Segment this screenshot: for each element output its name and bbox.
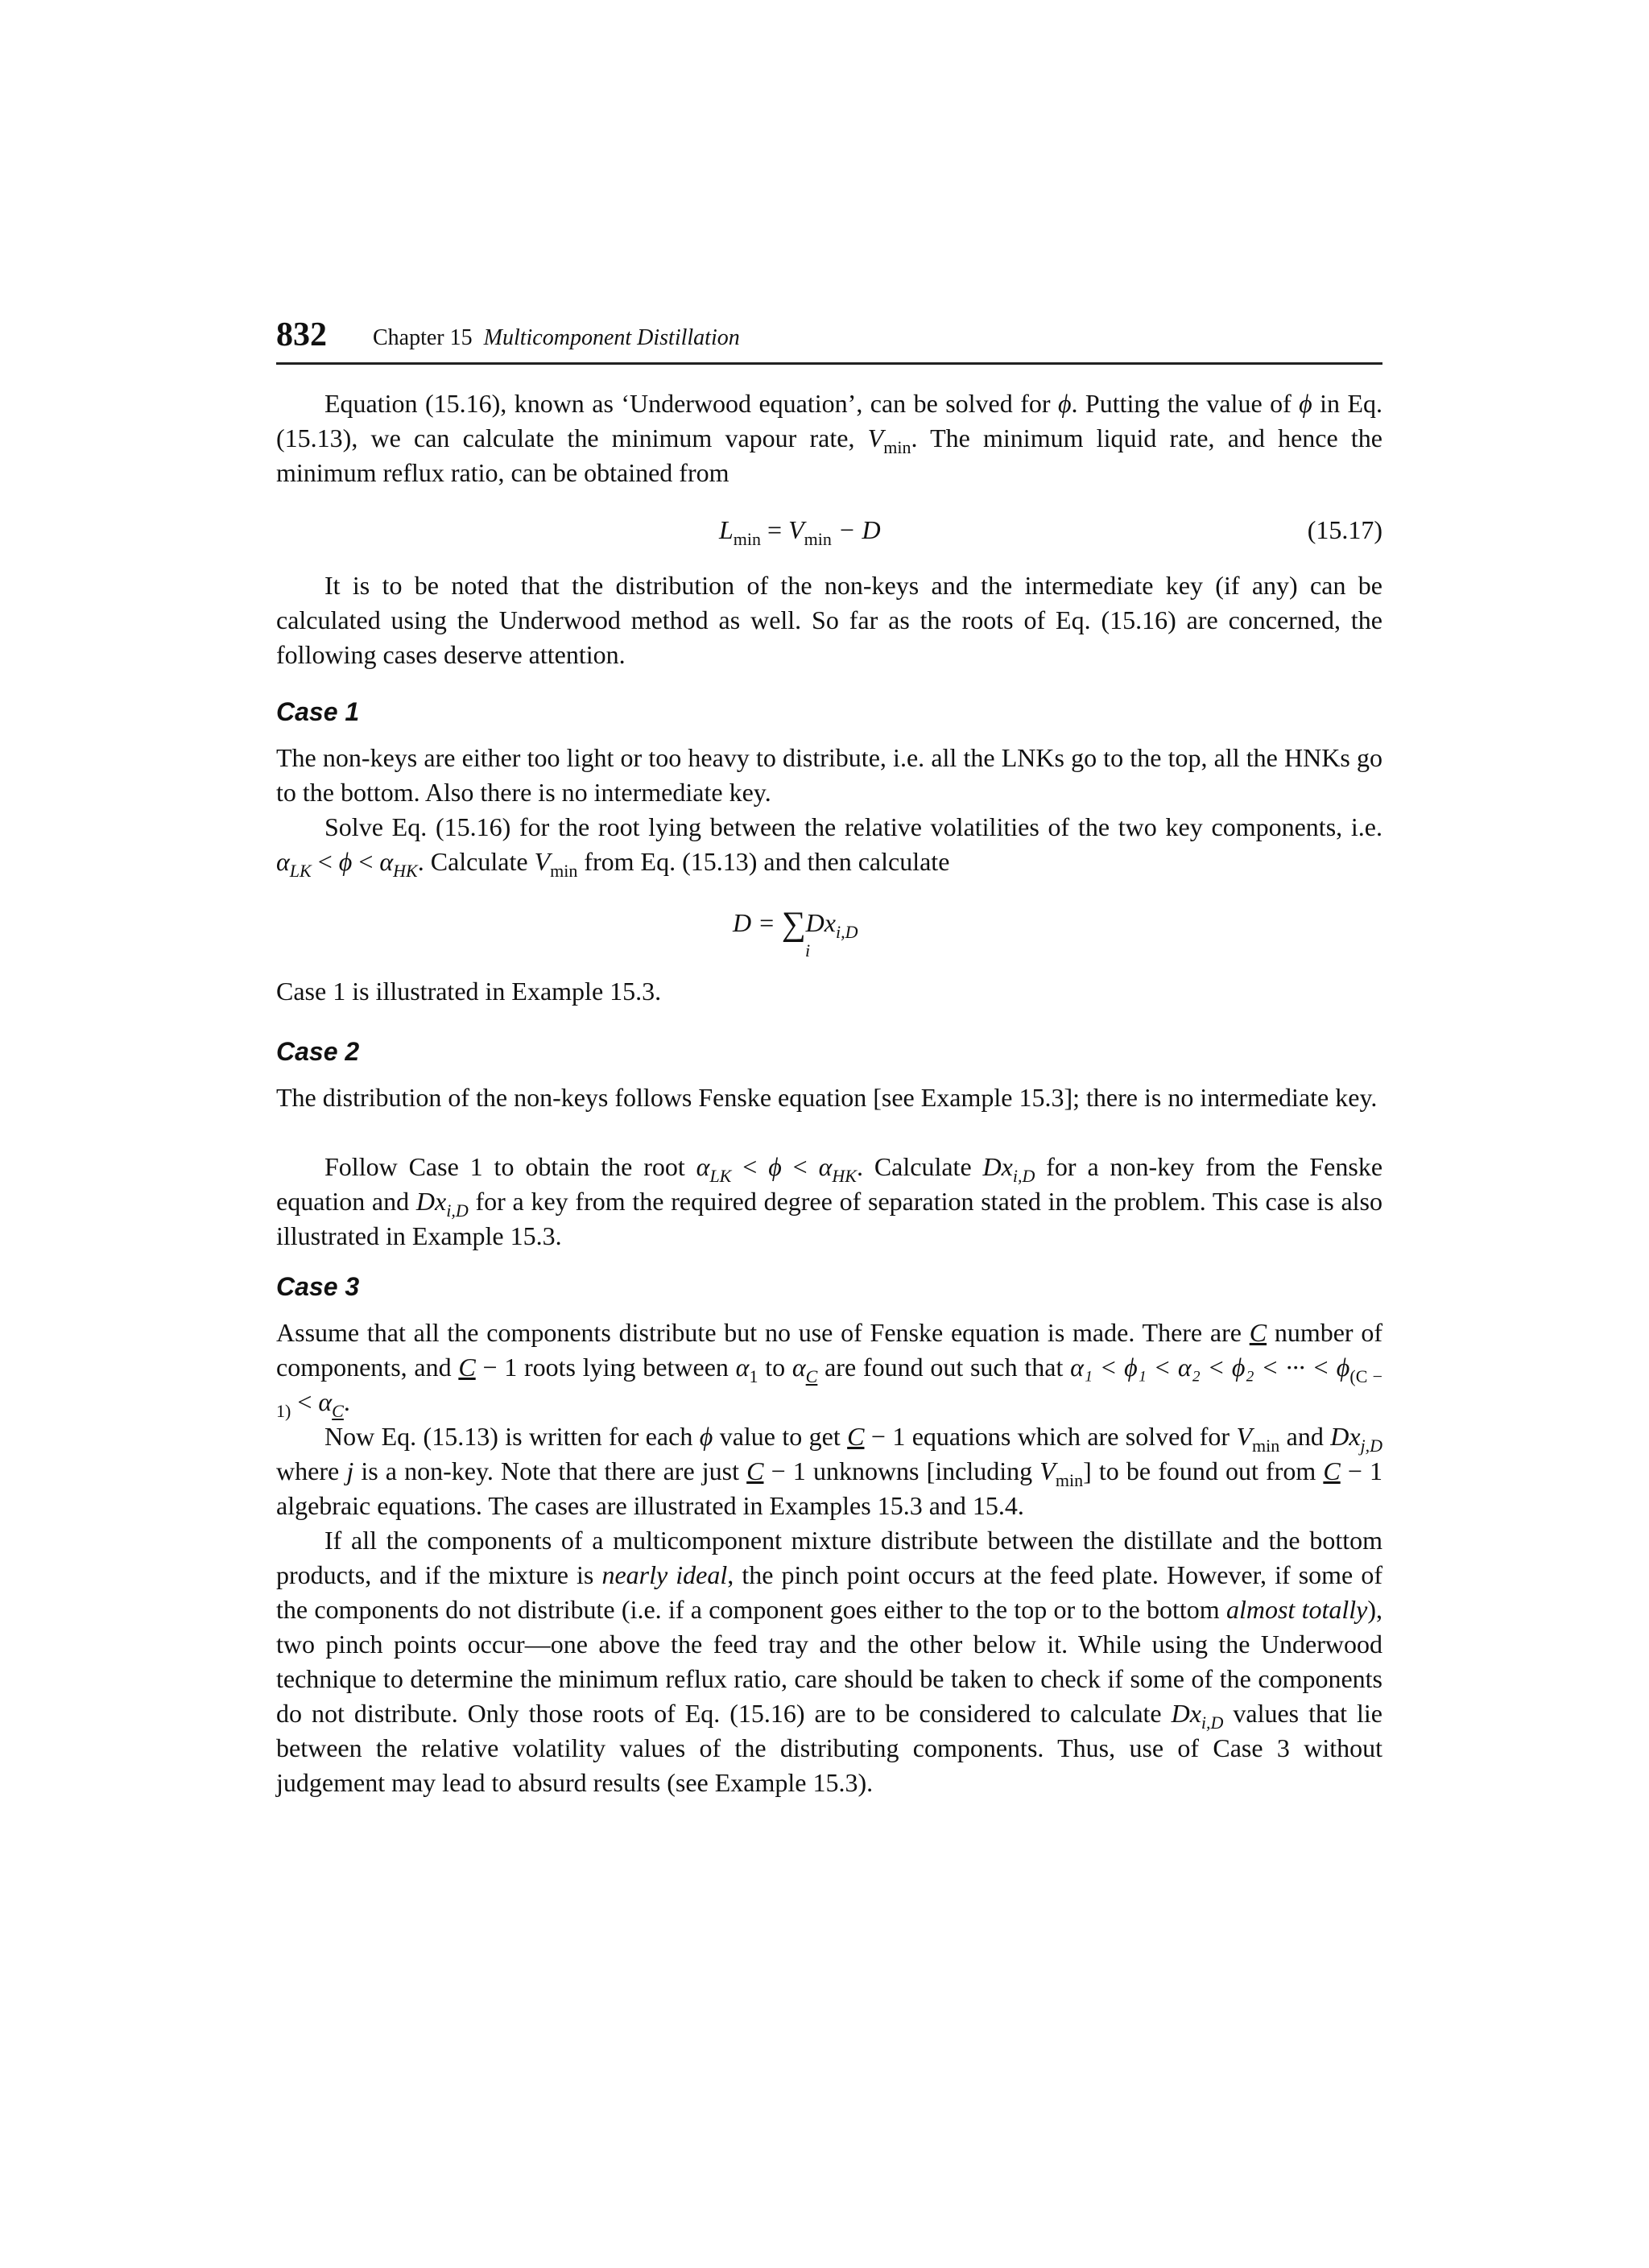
case-3-heading: Case 3 [276, 1272, 360, 1301]
sum-index: i [805, 940, 811, 960]
case-1-paragraph-1: The non-keys are either too light or too heavy to distribute, i.e. all the LNKs go to the top, all the HNKs go to the bottom. Also there is no intermediate key. [276, 743, 1382, 807]
page-number: 832 [276, 316, 327, 353]
sum-equation: $D = \sum Dx_{i,D}$ i [733, 906, 858, 960]
case-3-paragraph-2: Now Eq. (15.13) is written for each ϕ value to get C − 1 equations which are solved for $V_{min}$ and $Dx_{j,D}$ where j is a non-key. Note that there are just C − 1 unknowns [including $V_{min}$] to be found out from C − 1 algebraic equations. The cases are illustrated in Examples 15.3 and 15.4. [276, 1422, 1383, 1520]
case-1-paragraph-2: Solve Eq. (15.16) for the root lying between the relative volatilities of the two key components, i.e. $\alpha_{LK} < \phi < \alpha_{HK}$. Calculate $V_{min}$ from Eq. (15.13) and then calculate [276, 812, 1382, 881]
chapter-label: Chapter 15 Multicomponent Distillation [373, 325, 740, 350]
case-2-paragraph-1: The distribution of the non-keys follows Fenske equation [see Example 15.3]; there is no intermediate key. [276, 1083, 1378, 1112]
case-3-paragraph-1: Assume that all the components distribute but no use of Fenske equation is made. There are C number of components, and C − 1 roots lying between $\alpha_1$ to $\alpha_C$ are found out such that α₁ < ϕ₁ < α₂ < ϕ₂ < ··· < $\phi_{(C - 1)} < \alpha_C$. [276, 1318, 1383, 1421]
case-2-paragraph-2: Follow Case 1 to obtain the root $\alpha_{LK} < \phi < \alpha_{HK}$. Calculate $Dx_{i,D}$ for a non-key from the Fenske equation and $Dx_{i,D}$ for a key from the required degree of separation stated in the problem. This case is also illustrated in Example 15.3. [276, 1152, 1383, 1250]
chapter-title: Multicomponent Distillation [483, 325, 740, 350]
paragraph-underwood: Equation (15.16), known as ‘Underwood equation’, can be solved for ϕ. Putting the value of ϕ in Eq. (15.13), we can calculate the minimum vapour rate, $V_{min}$. The minimum liquid rate, and hence the minimum reflux ratio, can be obtained from [276, 389, 1383, 487]
equation-15-17: $L_{min} = V_{min} - D$ [719, 515, 881, 549]
sum-symbol: ∑ [781, 906, 806, 943]
equation-number-15-17: (15.17) [1307, 515, 1382, 544]
case-1-heading: Case 1 [276, 697, 360, 726]
paragraph-distribution: It is to be noted that the distribution of the non-keys and the intermediate key (if any) can be calculated using the Underwood method as well. So far as the roots of Eq. (15.16) are concerned, the following cases deserve attention. [276, 571, 1382, 669]
case-2-heading: Case 2 [276, 1037, 360, 1066]
page-header [276, 316, 1382, 365]
case-1-paragraph-3: Case 1 is illustrated in Example 15.3. [276, 977, 662, 1006]
case-3-paragraph-3: If all the components of a multicomponent mixture distribute between the distillate and the bottom products, and if the mixture is nearly ideal, the pinch point occurs at the feed plate. However, if some of the components do not distribute (i.e. if a component goes either to the top or to the bottom almost totally), two pinch points occur—one above the feed tray and the other below it. While using the Underwood technique to determine the minimum reflux ratio, care should be taken to check if some of the components do not distribute. Only those roots of Eq. (15.16) are to be considered to calculate $Dx_{i,D}$ values that lie between the relative volatility values of the distributing components. Thus, use of Case 3 without judgement may lead to absurd results (see Example 15.3). [276, 1526, 1383, 1797]
